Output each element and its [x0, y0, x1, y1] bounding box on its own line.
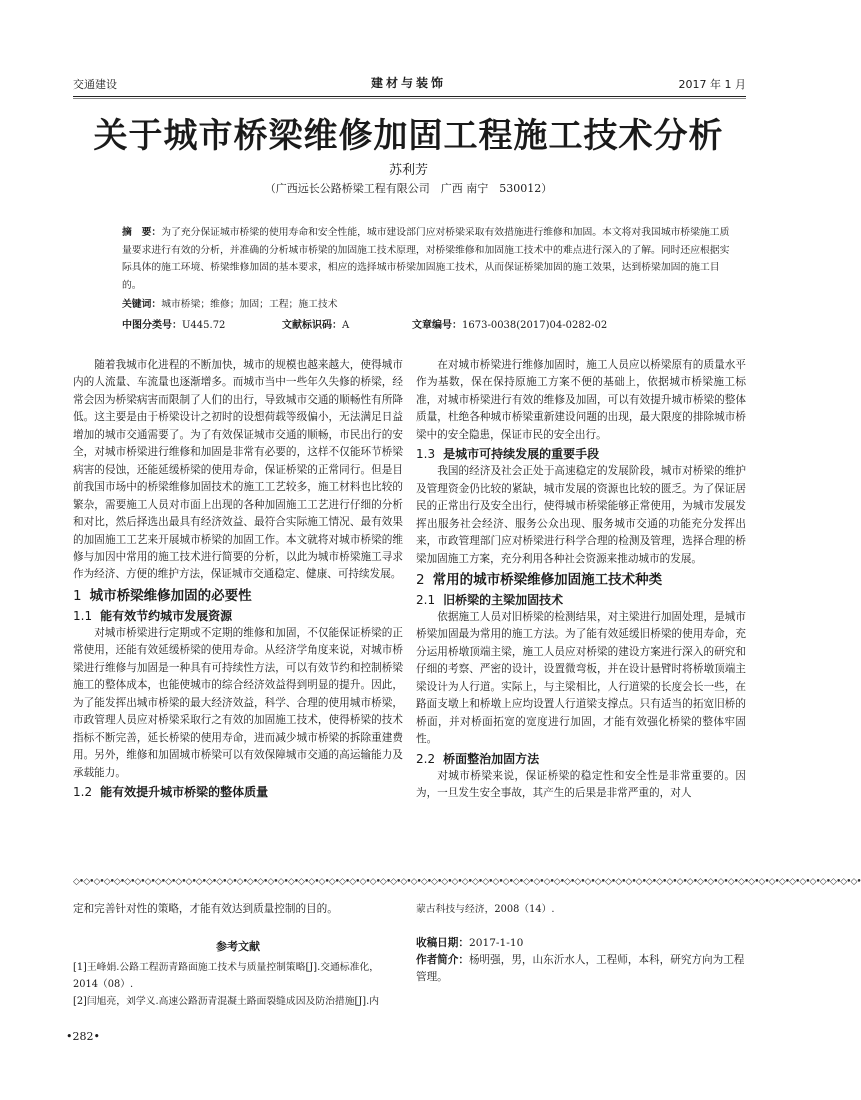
continuation-text: 定和完善针对性的策略，才能有效达到质量控制的目的。 — [73, 903, 338, 915]
received-label: 收稿日期： — [416, 937, 469, 949]
section-1-2-heading — [73, 783, 403, 801]
keywords — [122, 296, 730, 310]
keywords-label: 关键词： — [122, 299, 162, 310]
reference-2-continued: 蒙古科技与经济，2008（14）. — [416, 904, 555, 915]
clc-label: 中图分类号： — [122, 320, 182, 331]
section-1-2-paragraph: 在对城市桥梁进行维修加固时，施工人员应以桥梁原有的质量水平作为基数，保在保持原施工方案不便的基础上，依据城市桥梁施工标准，对城市桥梁进行有效的维修及加固，可以有效提升城市桥梁的整体质量，杜绝各种城市桥梁重新建设问题的出现，最大限度的排除城市桥梁中的安全隐患，保证市民的安全出行。 — [416, 359, 746, 441]
section-number: 2 — [416, 571, 425, 588]
section-number: 1.2 — [73, 784, 93, 799]
abstract — [122, 224, 730, 295]
article-label: 文章编号： — [412, 320, 462, 331]
section-title: 常用的城市桥梁维修加固施工技术种类 — [432, 571, 663, 588]
doc-code — [282, 316, 349, 331]
section-number: 1.1 — [73, 608, 93, 623]
journal-name: 建材与装饰 — [370, 76, 446, 90]
article-number — [412, 316, 607, 331]
section-2-1-paragraph: 依据施工人员对旧桥梁的检测结果，对主梁进行加固处理，是城市桥梁加固最为常用的施工方法。为了能有效延缓旧桥梁的使用寿命，充分运用桥墩顶端主梁，施工人员应对桥梁的建设方案进行深入的研究和仔细的考察、严密的设计，设置微弯板，并在设计悬臂时将桥墩顶端主梁设计为人行道。实际上，与主梁相比，人行道梁的长度会长一些，在路面支墩上和桥墩上应均设置人行道梁支撑点。只有适当的拓宽旧桥的桥面，并对桥面拓宽的宽度进行加固，才能有效强化桥梁的整体牢固性。 — [416, 610, 746, 746]
doc-value: A — [342, 320, 350, 331]
paper-title: 关于城市桥梁维修加固工程施工技术分析 — [93, 116, 724, 156]
section-1-heading — [73, 586, 403, 606]
reference-2: [2]闫旭亮，刘学义.高速公路沥青混凝土路面裂缝成因及防治措施[J].内 — [73, 996, 379, 1007]
section-2-1-heading — [416, 591, 746, 609]
left-column — [73, 357, 403, 801]
article-value: 1673-0038(2017)04-0282-02 — [462, 320, 608, 331]
section-title: 旧桥梁的主梁加固技术 — [443, 592, 564, 607]
section-number: 1.3 — [416, 447, 436, 462]
clc-value: U445.72 — [182, 320, 226, 331]
section-2-heading — [416, 570, 746, 590]
section-title: 城市桥梁维修加固的必要性 — [89, 587, 252, 604]
abstract-label: 摘 要： — [122, 227, 162, 238]
reference-1: [1]王峰娟.公路工程沥青路面施工技术与质量控制策略[J].交通标准化，2014（08）. — [73, 962, 379, 990]
author-name: 苏利芳 — [388, 163, 428, 178]
bottom-left-block — [73, 901, 403, 1010]
author-affiliation: （广西远长公路桥梁工程有限公司 广西 南宁 530012） — [264, 182, 553, 195]
section-number: 2.2 — [416, 751, 436, 766]
right-column — [416, 357, 746, 803]
section-2-2-paragraph: 对城市桥梁来说，保证桥梁的稳定性和安全性是非常重要的。因为，一旦发生安全事故，其产生的后果是非常严重的，对人 — [416, 769, 746, 800]
issue-date: 2017 年 1 月 — [678, 78, 746, 91]
abstract-text: 为了充分保证城市桥梁的使用寿命和安全性能，城市建设部门应对桥梁采取有效措施进行维修和加固。本文将对我国城市桥梁施工质量要求进行有效的分析，并准确的分析城市桥梁的加固施工技术原理，对桥梁维修和加固施工技术中的难点进行深入的了解。同时还应根据实际具体的施工环境、桥梁维修加固的基本要求，相应的选择城市桥梁加固施工技术，从而保证桥梁加固的施工效果，达到桥梁加固的施工目的。 — [122, 227, 730, 292]
header-rule — [73, 96, 746, 97]
section-number: 2.1 — [416, 592, 436, 607]
references-heading: 参考文献 — [216, 940, 260, 953]
received-value: 2017-1-10 — [468, 937, 524, 949]
section-1-3-heading — [416, 445, 746, 463]
journal-section: 交通建设 — [73, 78, 117, 91]
section-title: 桥面整治加固方法 — [443, 751, 540, 766]
page-number: •282• — [66, 1030, 100, 1043]
section-1-1-paragraph: 对城市桥梁进行定期或不定期的维修和加固，不仅能保证桥梁的正常使用，还能有效延缓桥梁的使用寿命。从经济学角度来说，对城市桥梁进行维修与加固是一种具有可持续性方法，可以有效节约和控制桥梁施工的整体成本，也能使城市的综合经济效益得到明显的提升。因此，为了能发挥出城市桥梁的最大经济效益，科学、合理的使用城市桥梁，市政管理人员应对桥梁采取行之有效的加固施工技术，使得桥梁的技术指标不断完善，延长桥梁的使用寿命，进而减少城市桥梁的拆除重建费用。另外，维修和加固城市桥梁可以有效保障城市交通的高运输能力及承载能力。 — [73, 626, 403, 779]
section-title: 是城市可持续发展的重要手段 — [443, 447, 600, 462]
clc-number — [122, 316, 225, 331]
intro-paragraph: 随着我城市化进程的不断加快，城市的规模也越来越大，使得城市内的人流量、车流量也逐渐增多。而城市当中一些年久失修的桥梁，经常会因为桥梁病害而限制了人们的出行，导致城市交通的顺畅性有所降低。这主要是由于桥梁设计之初时的设想荷载等级偏小，无法满足日益增加的城市交通需要了。为了有效保证城市交通的顺畅，市民出行的安全，对城市桥梁进行维修和加固是非常有必要的，这样不仅能环节桥梁病害的侵蚀，还能延缓桥梁的使用寿命，保证桥梁的正常同行。但是目前我国市场中的桥梁维修加固技术的施工工艺较多，施工材料也比较的繁杂，需要施工人员对市面上出现的各种加固施工工艺进行仔细的分析和对比，然后择选出最具有经济效益、最符合实际施工情况、最有效果的加固施工工艺来开展城市桥梁的加固工作。本文就将对城市桥梁的维修与加因中常用的施工技术进行简要的分析，以此为城市桥梁施工寻求作为经济、方便的维护方法，保证城市交通稳定、健康、可持续发展。 — [73, 359, 403, 581]
bio-label: 作者简介： — [416, 954, 469, 966]
section-1-3-paragraph: 我国的经济及社会正处于高速稳定的发展阶段，城市对桥梁的维护及管理资金仍比较的紧缺，城市发展的资源也比较的匮乏。为了保证居民的正常出行及安全出行，使得城市桥梁能够正常使用，为城市发展发挥出服务社会经济、服务公众出现、服务城市交通的功能充分发挥出来，市政管理部门应对桥梁进行科学合理的检测及管理，选择合理的桥梁加固施工方案，充分利用各种社会资源来推动城市的发展。 — [416, 465, 746, 565]
section-1-1-heading — [73, 607, 403, 625]
section-title: 能有效节约城市发展资源 — [100, 608, 233, 623]
keywords-text: 城市桥梁；维修；加固；工程；施工技术 — [161, 299, 338, 310]
section-number: 1 — [73, 587, 82, 604]
doc-label: 文献标识码： — [282, 320, 342, 331]
bio-value: 杨明强，男，山东沂水人，工程师，本科，研究方向为工程管理。 — [416, 954, 745, 983]
section-2-2-heading — [416, 750, 746, 768]
author-bio — [416, 952, 746, 986]
article-divider: ◇•◇•◇•◇•◇•◇•◇•◇•◇•◇•◇•◇•◇•◇•◇•◇•◇•◇•◇•◇•◇•◇•◇•◇•◇•◇•◇•◇•◇•◇•◇•◇•◇•◇•◇•◇•◇•◇•◇•◇•◇•◇•◇•◇•◇•◇•◇•◇•◇•◇•◇•◇•◇•◇•◇•◇•◇•◇•◇•◇•◇•◇•◇•◇•◇•◇•◇•◇•◇•◇•◇•◇•◇•◇•◇•◇•◇• — [73, 877, 861, 887]
received-date — [416, 935, 746, 952]
header-rule-thin — [73, 98, 746, 99]
section-title: 能有效提升城市桥梁的整体质量 — [100, 784, 269, 799]
bottom-right-block — [416, 901, 746, 986]
